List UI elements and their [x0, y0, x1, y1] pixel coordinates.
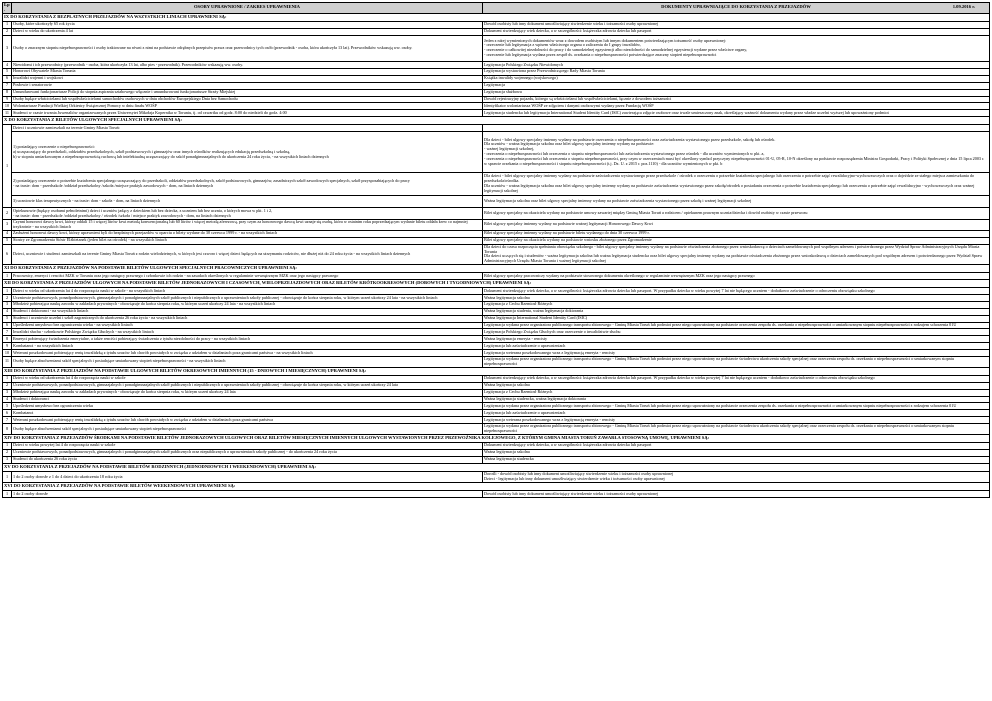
section-title-row: [3, 117, 990, 125]
table-row: [3, 301, 990, 308]
section-title-row: [3, 463, 990, 471]
documents: Ważna legitymacja studencka, ważna legitymacja doktoranta: [483, 396, 990, 403]
row-number: 6: [3, 75, 12, 82]
row-number: 7: [3, 329, 12, 336]
entitled-persons: Młodzież pobierająca naukę zawodu w zakładach prywatnych - obowiązuje do końca sierpnia roku, w którym uczeń ukończy 24 lata - na wszystkich liniach: [12, 301, 483, 308]
entitled-persons: Inwalidzi wojenni i wojskowi: [12, 75, 483, 82]
entitled-persons: Upośledzeni umysłowo bez ograniczenia wieku: [12, 403, 483, 410]
group-row: [3, 196, 990, 208]
row-number: 6: [3, 322, 12, 329]
documents: Legitymacja wydana przez organizatora publicznego transportu zbiorowego - Gminę Miasta Toruń lub podmiot przez niego upoważniony na podstawie świadectwa ukończenia szkoły specjalnej oraz orzeczenia zespołu ds. orzekania o niepełnosprawności o umiarkowanym stopniu niepełnosprawności: [483, 357, 990, 368]
table-row: [3, 110, 990, 117]
entitled-persons: Czynni honorowi dawcy krwi, którzy oddali 15 i więcej litrów krwi metodą konwencjonalną lub 60 litrów i więcej metodą aferezową, przy czym za honorowego dawcę krwi uznaje się osobę, która w ostatnim roku poprzedzającym wydanie biletu oddała krew co najmniej trzykrotnie - na wszystkich liniach: [12, 220, 483, 231]
table-row: [3, 220, 990, 231]
entitled-persons: Siostry ze Zgromadzenia Sióstr Elżbietanek (jeden bilet na ośrodek) - na wszystkich liniach: [12, 237, 483, 244]
documents: Legitymacja weterana poszkodowanego wraz z legitymacją emeryta - rencisty: [483, 417, 990, 424]
table-row: [3, 68, 990, 75]
row-number: 6: [3, 410, 12, 417]
entitled-persons: 1 do 2 osoby dorosłe z 1 do 4 dzieci do ukończenia 18 roku życia: [12, 471, 483, 483]
documents: Dla dzieci do czasu rozpoczęcia spełniania obowiązku szkolnego - bilet ulgowy specjalny imienny wydany na podstawie oświadczenia złożonego przez wnioskodawcę o dzieciach zameldowanych pod wspólnym adresem i potwierdzonego przez Wydział Spraw Administracyjnych Urzędu Miasta Torunia Dla dzieci uczących się i studentów - ważna legitymacja szkolna lub ważna legitymacja studencka oraz bilet ulgowy specjalny imienny wydany na podstawie oświadczenia złożonego przez wnioskodawcę o dzieciach zameldowanych pod wspólnym adresem i potwierdzonego przez Wydział Spraw Administracyjnych Urzędu Miasta Torunia i ważnej legitymacji szkolnej: [483, 244, 990, 265]
table-row: [3, 62, 990, 69]
row-number: 1: [3, 125, 12, 208]
table-row: [3, 491, 990, 498]
row-number: 8: [3, 89, 12, 96]
row-number: 2: [3, 28, 12, 35]
entitled-persons: Umundurowani funkcjonariusze Policji do stopnia aspiranta sztabowego włącznie i umundurowani funkcjonariusze Straży Miejskiej: [12, 89, 483, 96]
section-title: IX DO KORZYSTANIA Z BEZPŁATNYCH PRZEJAZDÓW NA WSZYSTKICH LINIACH UPRAWNIENI SĄ:: [3, 13, 990, 21]
row-number: 10: [3, 103, 12, 110]
table-row: [3, 21, 990, 28]
documents: Legitymacja z Cechu Rzemiosł Różnych: [483, 389, 990, 396]
row-number: 4: [3, 62, 12, 69]
entitled-persons: Honorowi Obywatele Miasta Torunia: [12, 68, 483, 75]
entitled-persons: Dzieci w wieku od ukończenia lat 4 do rozpoczęcia nauki w szkole: [12, 375, 483, 382]
row-number: 1: [3, 273, 12, 280]
section-intro-row: [3, 125, 990, 132]
entitled-persons: Osoby będące absolwentami szkół specjalnych i posiadające umiarkowany stopień niepełnosprawności: [12, 424, 483, 435]
table-row: [3, 410, 990, 417]
row-number: 1: [3, 491, 12, 498]
documents: Dowód rejestracyjny pojazdu, którego są właścicielami lub współwłaścicielami, łącznie z dowodem tożsamości: [483, 96, 990, 103]
documents-group-3: Ważna legitymacja szkolna oraz bilet ulgowy specjalny imienny wydany na podstawie zaświadczenia wystawionego przez szkołę i ważnej legitymacji szkolnej: [483, 196, 990, 208]
section-title: X DO KORZYSTANIA Z BILETÓW ULGOWYCH SPECJALNYCH UPRAWNIENI SĄ:: [3, 117, 990, 125]
documents: Ważna legitymacja szkolna: [483, 295, 990, 302]
entitled-persons: Inwalidzi słuchu - członkowie Polskiego Związku Głuchych - na wszystkich liniach: [12, 329, 483, 336]
table-row: [3, 471, 990, 483]
table-row: [3, 244, 990, 265]
section-title: XV DO KORZYSTANIA Z PRZEJAZDÓW NA PODSTAWIE BILETÓW RODZINNYCH (JEDNODNIOWYCH I WEEKENDOWYCH) UPRAWNIENI SĄ:: [3, 463, 990, 471]
row-number: 1: [3, 288, 12, 295]
documents: Ważna legitymacja International Student Identity Card (ISIC): [483, 315, 990, 322]
entitled-persons: Dzieci w wieku powyżej lat 4 do rozpoczęcia nauki w szkole: [12, 442, 483, 449]
entitled-persons: Emeryci pobierający świadczenia emerytalne, a także renciści pobierający świadczenia z tytułu niezdolności do pracy - na wszystkich liniach: [12, 336, 483, 343]
documents: Dorośli - dowód osobisty lub inny dokument umożliwiający stwierdzenie wieku i tożsamości osoby uprawnionej Dzieci - legitymacja lub inny dokument umożliwiający stwierdzenie wieku i tożsamości osoby uprawnionej: [483, 471, 990, 483]
documents: Dokument stwierdzający wiek dziecka, a w szczególności: książeczka zdrowia dziecka lub paszport. W przypadku dziecka w wieku powyżej 7 lat nie będącego uczniem - dodatkowo zaświadczenie o odroczeniu obowiązku szkolnego: [483, 288, 990, 295]
documents: Dokument stwierdzający wiek dziecka, a w szczególności: książeczka zdrowia dziecka lub paszport: [483, 28, 990, 35]
entitled-group-2: 2) posiadający orzeczenie o potrzebie kształcenia specjalnego uczęszczający do przedszkoli, oddziałów przedszkolnych, szkół podstawowych, gimnazjów, zasadniczych szkół zawodowych specjalnych, szkół przysposabiających do pracy - na trasie: dom - przedszkole /oddział przedszkolny /szkoła /miejsce praktyk zawodowych - dom, na liniach dziennych: [12, 173, 483, 196]
table-row: [3, 230, 990, 237]
row-number: 3: [3, 389, 12, 396]
row-number: 7: [3, 82, 12, 89]
row-number: 3: [3, 220, 12, 231]
row-number: 1: [3, 442, 12, 449]
row-number: 5: [3, 403, 12, 410]
table-row: [3, 315, 990, 322]
documents-group-1: Dla dzieci - bilet ulgowy specjalny imienny wydany na podstawie orzeczenia o niepełnosprawności oraz zaświadczenia wystawionego przez przedszkole, szkołę lub ośrodek. Dla uczniów - ważna legitymacja szkolna oraz bilet ulgowy specjalny imienny wydany na podstawie: - ważnej legitymacji szkolnej, - orzeczenia o niepełnosprawności lub orzeczenia o stopniu niepełnosprawności lub zaświadczenia wystawionego przez ośrodek - dla uczniów wymienionych w pkt. a, - orzeczenia o niepełnosprawności lub orzeczenia o stopniu niepełnosprawności, przy czym w orzeczeniach musi być określony symbol przyczyny niepełnosprawności 01-U, 05-R, 10-N określony na podstawie rozporządzenia Ministra Gospodarki, Pracy i Polityki Społecznej z dnia 15 lipca 2003 r. w sprawie orzekania o niepełnosprawności i stopniu niepełnosprawności (t.j. Dz. U. z 2015 r. poz.1110) - dla uczniów wymienionych w pkt. b: [483, 132, 990, 173]
entitled-persons: 1 do 2 osoby dorosłe: [12, 491, 483, 498]
row-number: 3: [3, 301, 12, 308]
row-number: 1: [3, 375, 12, 382]
entitled-persons: Weterani poszkodowani pobierający rentę inwalidzką z tytułu urazów lub chorób powstałych w związku z udziałem w działaniach poza granicami państwa: [12, 417, 483, 424]
section-title-row: [3, 13, 990, 21]
documents: Dowód osobisty lub inny dokument umożliwiający stwierdzenie wieku i tożsamości osoby uprawnionej: [483, 21, 990, 28]
documents: Ważna legitymacja szkolna: [483, 382, 990, 389]
section-title: XIV DO KORZYSTANIA Z PRZEJAZDÓW ŚRODKAMI NA PODSTAWIE BILETÓW JEDNORAZOWYCH ULGOWYCH ORAZ BILETÓW MIESIĘCZNYCH IMIENNYCH ULGOWYCH WYSTAWIONYCH PRZEZ PRZEWOŹNIKA KOLEJOWEGO, Z KTÓRYM GMINA MIASTA TORUŃ ZAWARŁA STOSOWNĄ UMOWĘ, UPRAWNIENI SĄ:: [3, 434, 990, 442]
row-number: 4: [3, 396, 12, 403]
documents: Ważna legitymacja studencka: [483, 456, 990, 463]
tariff-sheet: [2, 2, 989, 498]
entitlements-table: [2, 2, 990, 498]
table-row: [3, 89, 990, 96]
documents: Legitymacja Polskiego Związku Głuchych oraz orzeczenie o inwalidztwie słuchu: [483, 329, 990, 336]
table-row: [3, 295, 990, 302]
documents: Bilet ulgowy specjalny imienny wydany na podstawie biletu wydanego do dnia 30 czerwca 1999 r.: [483, 230, 990, 237]
table-row: [3, 357, 990, 368]
table-row: [3, 382, 990, 389]
row-number: 5: [3, 237, 12, 244]
documents: Legitymacja służbowa: [483, 89, 990, 96]
documents: Książka inwalidy wojennego (wojskowego): [483, 75, 990, 82]
documents-group-2: Dla dzieci - bilet ulgowy specjalny imienny wydany na podstawie zaświadczenia wystawionego przez przedszkole / ośrodek o orzeczeniu o potrzebie kształcenia specjalnego lub orzeczeniu o potrzebie zajęć rewalidacyjno-wychowawczych oraz o dojeździe ze stałego miejsca zamieszkania do przedszkola/ośrodka. Dla uczniów - ważna legitymacja szkolna oraz bilet ulgowy specjalny imienny wydany na podstawie zaświadczenia wystawionego przez szkołę/ośrodek o posiadaniu orzeczenia o potrzebie kształcenia specjalnego lub orzeczenia o potrzebie zajęć rewalidacyjno - wychowawczych oraz ważnej legitymacji szkolnej: [483, 173, 990, 196]
entitled-persons: Upośledzeni umysłowo bez ograniczenia wieku - na wszystkich liniach: [12, 322, 483, 329]
entitled-persons: Zasłużeni honorowi dawcy krwi, którzy uprawnieni byli do bezpłatnych przejazdów w oparciu o bilety wydane do 30 czerwca 1999 r. - na wszystkich liniach: [12, 230, 483, 237]
entitled-persons: Kombatanci: [12, 410, 483, 417]
header-lp: Lp.: [4, 2, 10, 12]
documents: Dokument stwierdzający wiek dziecka, a w szczególności: książeczka zdrowia dziecka lub paszport: [483, 442, 990, 449]
row-number: 4: [3, 230, 12, 237]
documents: Ważna legitymacja studenta, ważna legitymacja doktoranta: [483, 308, 990, 315]
row-number: 1: [3, 471, 12, 483]
documents: Legitymacja weterana poszkodowanego wraz z legitymacją emeryta - rencisty: [483, 350, 990, 357]
entitled-persons: Uczniowie podstawowych, ponadpodstawowych, gimnazjalnych i ponadgimnazjalnych szkół publicznych i niepublicznych o uprawnieniach szkoły publicznej - obowiązuje do końca sierpnia roku, w którym uczeń ukończy 24 lata: [12, 382, 483, 389]
documents: Bilet ulgowy specjalny na okaziciela wydany na podstawie umowy zawartej między Gminą Miasta Toruń a rodzicem / opiekunem prawnym ucznia/dziecka i dowód osobisty w czasie przewozu: [483, 208, 990, 220]
entitled-persons: Osoby będące właścicielami lub współwłaścicielami samochodów osobowych w dniu obchodów Europejskiego Dnia bez Samochodu: [12, 96, 483, 103]
documents: Dokument stwierdzający wiek dziecka, a w szczególności: książeczka zdrowia dziecka lub paszport. W przypadku dziecka w wieku powyżej 7 lat nie będącego uczniem - dodatkowo zaświadczenie o odroczeniu obowiązku szkolnego: [483, 375, 990, 382]
documents: Legitymacja: [483, 82, 990, 89]
table-row: [3, 82, 990, 89]
row-number: 2: [3, 449, 12, 456]
entitled-persons: Osoby będące absolwentami szkół specjalnych i posiadające umiarkowany stopień niepełnosprawności - na wszystkich liniach: [12, 357, 483, 368]
group-row: [3, 132, 990, 173]
table-row: [3, 75, 990, 82]
table-row: [3, 329, 990, 336]
section-title-row: [3, 280, 990, 288]
entitled-persons: Wolontariusze Fundacji Wielkiej Orkiestry Świątecznej Pomocy w dniu finału WOŚP: [12, 103, 483, 110]
table-row: [3, 28, 990, 35]
section-title-row: [3, 265, 990, 273]
documents: Ważna legitymacja szkolna: [483, 449, 990, 456]
entitled-persons: Dzieci w wieku do ukończenia 4 lat: [12, 28, 483, 35]
documents: Legitymacja z Cechu Rzemiosł Różnych: [483, 301, 990, 308]
table-row: [3, 237, 990, 244]
documents: Bilet ulgowy specjalny imienny wydany na podstawie ważnej legitymacji Honorowego Dawcy Krwi: [483, 220, 990, 231]
table-row: [3, 96, 990, 103]
row-number: 9: [3, 96, 12, 103]
row-number: 8: [3, 424, 12, 435]
documents: Legitymacja wydana przez organizatora publicznego transportu zbiorowego - Gminę Miasta Toruń lub podmiot przez niego upoważniony na podstawie świadectwa ukończenia szkoły specjalnej oraz orzeczenia zespołu ds. orzekania o niepełnosprawności o umiarkowanym stopniu niepełnosprawności: [483, 424, 990, 435]
table-row: [3, 389, 990, 396]
row-number: 6: [3, 244, 12, 265]
entitled-persons: Osoby, które ukończyły 65 rok życia: [12, 21, 483, 28]
row-number: 7: [3, 417, 12, 424]
entitled-persons: Dzieci, uczniowie i studenci zamieszkali na terenie Gminy Miasta Toruń z rodzin wielodzietnych, w których jest czworo i więcej dzieci będących na utrzymaniu rodziców, nie dłużej niż do 24 roku życia - na wszystkich liniach dziennych: [12, 244, 483, 265]
documents: Legitymacja lub zaświadczenie o uprawnieniach: [483, 410, 990, 417]
table-row: [3, 35, 990, 62]
entitled-persons: Weterani poszkodowani pobierający rentę inwalidzką z tytułu urazów lub chorób powstałych w związku z udziałem w działaniach poza granicami państwa - na wszystkich liniach: [12, 350, 483, 357]
documents: Ważna legitymacja emeryta - rencisty: [483, 336, 990, 343]
row-number: 11: [3, 357, 12, 368]
table-row: [3, 449, 990, 456]
documents: Dowód osobisty lub inny dokument umożliwiający stwierdzenie wieku i tożsamości osoby uprawnionej: [483, 491, 990, 498]
table-row: [3, 350, 990, 357]
entitled-persons: Pracownicy, emeryci i renciści MZK w Toruniu oraz jego następcy prawnego i członkowie ich rodzin - na zasadach określonych w regulaminie wewnętrznym MZK oraz jego następcy prawnego: [12, 273, 483, 280]
row-number: 2: [3, 208, 12, 220]
entitled-persons: Studenci do ukończenia 26 roku życia: [12, 456, 483, 463]
row-number: 3: [3, 456, 12, 463]
header-documents-label: DOKUMENTY UPRAWNIAJĄCE DO KORZYSTANIA Z PRZEJAZDÓW: [661, 4, 811, 10]
table-row: [3, 103, 990, 110]
documents: Identyfikator wolontariusza WOŚP ze zdjęciem i danymi osobowymi wydany przez Fundację WOŚP: [483, 103, 990, 110]
table-row: [3, 442, 990, 449]
entitled-persons: Uczniowie podstawowych, ponadpodstawowych, gimnazjalnych i ponadgimnazjalnych szkół publicznych i niepublicznych o uprawnieniach szkoły publicznej - obowiązuje do końca sierpnia roku, w którym uczeń ukończy 24 lata - na wszystkich liniach: [12, 295, 483, 302]
table-row: [3, 456, 990, 463]
section-title-row: [3, 483, 990, 491]
row-number: 9: [3, 343, 12, 350]
table-row: [3, 322, 990, 329]
entitled-persons: Posłowie i senatorowie: [12, 82, 483, 89]
entitled-group-3: 3) uczniowie klas terapeutycznych - na trasie: dom - szkoła - dom, na liniach dziennych: [12, 196, 483, 208]
section-title: XII DO KORZYSTANIA Z PRZEJAZDÓW ULGOWYCH NA PODSTAWIE BILETÓW JEDNORAZOWYCH I CZASOWYCH, WIELOPRZEJAZDOWYCH ORAZ BILETÓW KRÓTKOOKRESOWYCH (DOBOWYCH I TYGODNIOWYCH) UPRAWNIENI SĄ:: [3, 280, 990, 288]
group-row: [3, 173, 990, 196]
row-number: 2: [3, 295, 12, 302]
section-title: XIII DO KORZYSTANIA Z PRZEJAZDÓW NA PODSTAWIE ULGOWYCH BILETÓW OKRESOWYCH IMIENNYCH (15 - DNIOWYCH I MIESIĘCZNYCH) UPRAWNIENI SĄ:: [3, 367, 990, 375]
row-number: 8: [3, 336, 12, 343]
row-number: 5: [3, 315, 12, 322]
documents: Jeden z niżej wymienionych dokumentów wraz z dowodem osobistym lub innym dokumentem potwierdzającym tożsamość osoby uprawnionej: - orzeczenie lub legitymacja z wpisem właściwego organu o zaliczeniu do I grupy inwalidów, - orzeczenie o całkowitej niezdolności do pracy i do samodzielnej egzystencji albo niezdolności do samodzielnej egzystencji wydane przez właściwe organy, - orzeczenie lub legitymacja wydana przez zespół ds. orzekania o niepełnosprawności potwierdzające znaczny stopień niepełnosprawności: [483, 35, 990, 62]
entitled-persons: Kombatanci - na wszystkich liniach: [12, 343, 483, 350]
section-intro: Dzieci i uczniowie zamieszkali na terenie Gminy Miasta Toruń:: [12, 125, 483, 132]
row-number: 10: [3, 350, 12, 357]
section-title-row: [3, 434, 990, 442]
entitled-persons: Studenci w czasie trwania Juwenaliów organizowanych przez Uniwersytet Mikołaja Kopernika w Toruniu, tj. od czwartku od godz. 8:00 do niedzieli do godz. 4:00: [12, 110, 483, 117]
documents: Legitymacja wydana przez organizatora publicznego transportu zbiorowego - Gminę Miasta Toruń lub podmiot przez niego upoważniony na podstawie orzeczenia zespołu ds. orzekania o niepełnosprawności o umiarkowanym stopniu niepełnosprawności z rodzajem schorzenia 01U: [483, 403, 990, 410]
entitled-group-1: 1) posiadający orzeczenie o niepełnosprawności: a) uczęszczający do przedszkoli, oddziałów przedszkolnych, szkół podstawowych i gimnazjów oraz innych ośrodków realizujących edukację przedszkolną i szkolną, b) w stopniu umiarkowanym z niepełnosprawnością ruchową lub intelektualną uczęszczający do szkół ponadgimnazjalnych do ukończenia 24 roku życia, - na wszystkich liniach dziennych: [12, 132, 483, 173]
documents: Legitymacja wystawiona przez Przewodniczącego Rady Miasta Torunia: [483, 68, 990, 75]
header-entitled-persons: OSOBY UPRAWNIONE / ZAKRES UPRAWNIENIA: [12, 3, 483, 14]
table-row: [3, 288, 990, 295]
header-date: 1.09.2016 r.: [952, 4, 975, 9]
table-row: [3, 396, 990, 403]
table-row: [3, 417, 990, 424]
entitled-persons: Uczniowie podstawowych, ponadpodstawowych, gimnazjalnych i ponadgimnazjalnych szkół publicznych oraz niepublicznych o uprawnieniach szkoły publicznej - do ukończenia 24 roku życia: [12, 449, 483, 456]
row-number: 1: [3, 21, 12, 28]
table-row: [3, 403, 990, 410]
row-number: 3: [3, 35, 12, 62]
documents: Legitymacja wydana przez organizatora publicznego transportu zbiorowego - Gminę Miasta Toruń lub podmiot przez niego upoważniony na podstawie orzeczenia zespołu ds. orzekania o niepełnosprawności o umiarkowanym stopniu niepełnosprawności z rodzajem schorzenia 01U: [483, 322, 990, 329]
entitled-persons: Opiekunowie (będący osobami pełnoletnimi) dzieci i uczniów jadący z dzieckiem lub bez dziecka, z uczniem lub bez ucznia, o których mowa w pkt. 1 i 2, - na trasie: dom - przedszkole /oddział przedszkolny / ośrodek /szkoła / miejsce praktyk zawodowych - dom, na liniach dziennych: [12, 208, 483, 220]
row-number: 5: [3, 68, 12, 75]
table-row: [3, 336, 990, 343]
section-title: XI DO KORZYSTANIA Z PRZEJAZDÓW NA PODSTAWIE BILETÓW ULGOWYCH SPECJALNYCH PRACOWNICZYCH UPRAWNIENI SĄ:: [3, 265, 990, 273]
documents: Legitymacja lub zaświadczenie o uprawnieniach: [483, 343, 990, 350]
row-number: 2: [3, 382, 12, 389]
table-row: [3, 208, 990, 220]
table-row: [3, 343, 990, 350]
section-title: XVI DO KORZYSTANIA Z PRZEJAZDÓW NA PODSTAWIE BILETÓW WEEKENDOWYCH UPRAWNIENI SĄ:: [3, 483, 990, 491]
entitled-persons: Studenci i doktoranci: [12, 396, 483, 403]
row-number: 11: [3, 110, 12, 117]
documents: Bilet ulgowy specjalny na okaziciela wydany na podstawie wniosku złożonego przez Zgromadzenie: [483, 237, 990, 244]
entitled-persons: Studenci i doktoranci - na wszystkich liniach: [12, 308, 483, 315]
table-row: [3, 273, 990, 280]
row-number: 4: [3, 308, 12, 315]
documents: Legitymacja Polskiego Związku Niewidomych: [483, 62, 990, 69]
documents: Bilet ulgowy specjalny pracowniczy wydany na podstawie stosownego dokumentu określonego w regulaminie wewnętrznym MZK oraz jego następcy prawnego: [483, 273, 990, 280]
header-documents: [483, 3, 990, 14]
entitled-persons: Niewidomi i ich przewodnicy (przewodnik - osoba, która ukończyła 13 lat, albo pies - przewodnik). Przewodników wskazują ww. osoby.: [12, 62, 483, 69]
empty-cell: [483, 125, 990, 132]
table-row: [3, 308, 990, 315]
entitled-persons: Młodzież pobierająca naukę zawodu w zakładach prywatnych - obowiązuje do końca sierpnia roku, w którym uczeń ukończy 24 lata: [12, 389, 483, 396]
section-title-row: [3, 367, 990, 375]
entitled-persons: Osoby o znacznym stopniu niepełnosprawności i osoby traktowane na równi z nimi na podstawie odrębnych przepisów prawa oraz przewodnicy tych osób (przewodnik - osoba, która ukończyła 13 lat). Przewodników wskazują ww. osoby.: [12, 35, 483, 62]
table-row: [3, 375, 990, 382]
entitled-persons: Dzieci w wieku od ukończenia lat 4 do rozpoczęcia nauki w szkole - na wszystkich liniach: [12, 288, 483, 295]
entitled-persons: Studenci i uczniowie uczelni i szkół zagranicznych do ukończenia 26 roku życia - na wszystkich liniach: [12, 315, 483, 322]
table-row: [3, 424, 990, 435]
table-header-row: [3, 3, 990, 14]
documents: Legitymacja studencka lub legitymacja International Student Identity Card (ISIC) zawierająca zdjęcie osobowe oraz trwale umieszczony znak, określający ważność dokumentu wydany przez władze uczelni wyższej lub upoważniony podmiot: [483, 110, 990, 117]
